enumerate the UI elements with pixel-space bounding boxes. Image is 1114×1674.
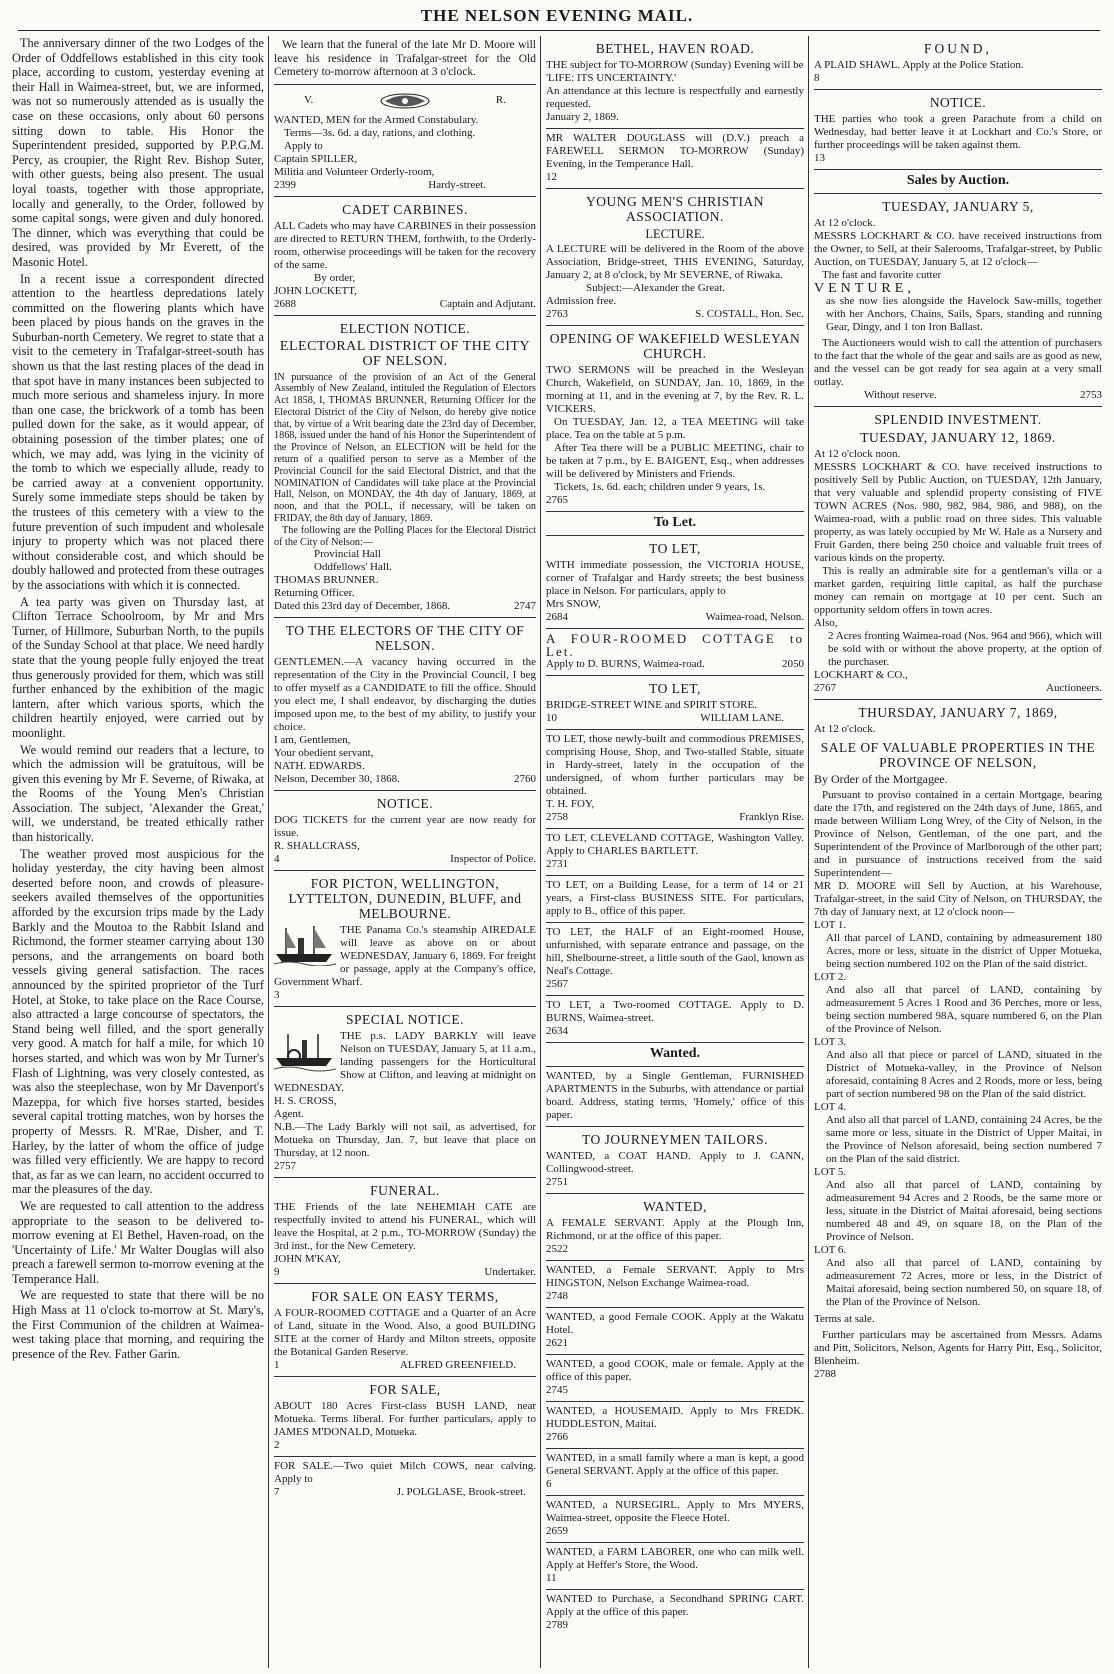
advert-number: 2745 [546,1384,568,1396]
advert-text: WANTED, by a Single Gentleman, FURNISHED APARTMENTS in the Suburbs, with attendance or partial board. Address, stating terms, 'Homely,' office of this paper. [546,1070,804,1121]
advert-heading: ELECTORAL DISTRICT OF THE CITY OF NELSON. [279,338,531,369]
advert-signature: Waimea-road, Nelson. [705,611,804,623]
advert-milch-cows [274,1457,536,1503]
advert-number: 2763 [546,308,568,320]
advert-text: A FOUR-ROOMED COTTAGE to Let. [546,631,804,659]
advert-heading: WANTED, [643,1199,707,1214]
advert-signature: T. H. FOY, [546,798,595,810]
advert-text: By Order of the Mortgagee. [814,772,948,786]
advert-dog-tickets [274,791,536,871]
advert-easy-terms [274,1284,536,1377]
advert-text: Terms—3s. 6d. a day, rations, and clothing. [284,126,476,139]
lot-text: And also all that piece or parcel of LAND, situated in the District of Motueka-valley, in the Province of Nelson aforesaid, containing 8 Acres and 2 Roods, more or less, being part of section numbered 98 on the Plan of the said district. [826,1049,1102,1100]
top-rule [18,30,1100,31]
advert-auction-venture [814,194,1102,407]
advert-text: Pursuant to proviso contained in a certain Mortgage, bearing date the 17th, and registered on the 24th days of June, 1865, and made between William Long Wrey, of the City of Nelson, in the Province of Nelson, Gentleman, of the one part, and the Superintendent of the Province of Marlborough of the other part; and in pursuance of instructions received from the said Superintendent— [814,789,1102,879]
advert-text: WANTED to Purchase, a Secondhand SPRING CART. Apply at the office of this paper. [546,1593,804,1618]
advert-signature: Inspector of Police. [450,853,536,866]
advert-number: 2789 [546,1619,568,1631]
advert-bethel [546,36,804,129]
advert-text: WANTED, a FARM LABORER, one who can milk well. Apply at Heffer's Store, the Wood. [546,1546,804,1571]
advert-text: IN pursuance of the provision of an Act of the General Assembly of New Zealand, intituled the Regulation of Electors Act 1858, I, THOMAS BRUNNER, Returning Officer for the Electoral District of the City of Nelson, do hereby give notice that, by virtue of a Writ bearing date the 23rd day of December, 1868, issued under the hand of his Honor the Superintendent of the Province of Nelson, an ELECTION will be held for the return of a qualified person to serve as a Member of the Provincial Council for the said Electoral District, and that the NOMINATION of Candidates will take place at the Provincial Hall, Nelson, on MONDAY, the 4th day of January, 1869, at noon, and that the POLL, if necessary, will be taken on FRIDAY, the 8th day of January, 1869. [274,371,536,525]
advert-number: 2731 [546,858,568,870]
advert-electors [274,618,536,791]
advert-text: On TUESDAY, Jan. 12, a TEA MEETING will take place. Tea on the table at 5 p.m. [546,416,804,441]
advert-heading: FOR SALE, [369,1382,441,1398]
advert-text: A FOUR-ROOMED COTTAGE and a Quarter of an Acre of Land, situate in the Wood. Also, a good BUILDING SITE at the corner of Hardy and Milton streets, opposite the Botanical Garden Reserve. [274,1307,536,1359]
advert-wanted [546,1355,804,1402]
news-paragraph: In a recent issue a correspondent directed attention to the heartless depredations lately committed on the flowering plants which have been placed by pious hands on the graves in the Suburban-north Cemetery. We regret to state that a visit to the cemetery in Trafalgar-street-south has shown us that the last resting places of the dead in that spot have in many instances been subjected to much more serious and shameless injury. In more than one case, the brickwork of a tomb has been pulled down for the sake, as it would appear, of obtaining posession of the timber plates; one of which, we may add, was lying in the vicinity of the tomb to which we especially allude, ready to be carried away at a convenient opportunity. Surely some immediate steps should be taken by the trustees of this cemetery with a view to the future prevention of such impudent and wholesale injury to property which was not placed there without considerable cost, and which should be doubly hallowed and protected from these outrages by the associations with which it is connected. [12,271,264,592]
advert-signature: Undertaker. [484,1266,536,1279]
advert-heading: SALE OF VALUABLE PROPERTIES IN THE PROVINCE OF NELSON, [820,740,1096,770]
advert-text: THE p.s. LADY BARKLY will leave Nelson on TUESDAY, January 5, at 11 a.m., landing passengers for the Horticultural Show at Clifton, and leaving at midnight on WEDNESDAY. [274,1030,536,1095]
advert-text: An attendance at this lecture is respectfully and earnestly requested. [546,85,804,110]
news-column [12,36,264,1668]
advert-text: Terms at sale. [814,1313,875,1325]
advert-heading: FOR SALE ON EASY TERMS, [311,1289,499,1305]
advert-ymca [546,189,804,326]
vr-left: V. [304,94,314,106]
section-heading-wanted: Wanted. [546,1043,804,1067]
advert-text: Without reserve. [864,389,937,401]
advert-heading: NOTICE. [929,95,987,110]
advert-number: 10 [546,712,557,724]
vr-right: R. [495,94,506,106]
masthead: THE NELSON EVENING MAIL. [420,6,694,25]
advert-premises [546,730,804,829]
steamship-icon [274,1030,336,1072]
advert-number: 2757 [274,1160,296,1173]
advert-date: Dated this 23rd day of December, 1868. [274,600,451,613]
advert-text: MESSRS LOCKHART & CO. have received instructions to positively Sell by Public Auction, on TUESDAY, 12th January, that very valuable and splendid property consisting of FIVE TOWN ACRES (Nos. 980, 982, 984, 986, and 988), on the Waimea-road, with a public road on three sides. This valuable property, as was lately occupied by Mr W. Hale as a Nursery and Fruit Garden, there being 250 choice and valuable fruit trees of various kinds on the property. [814,461,1102,564]
advert-heading: LECTURE. [645,227,705,241]
lot-text: And also all that parcel of LAND, containing by admeasurement 72 Acres, more or less, in the District of Maitai aforesaid, being section numbered 50, on square 18, of the Plan of the Province of Nelson. [826,1257,1102,1308]
advert-signature: Franklyn Rise. [739,811,804,823]
advert-heading: NOTICE. [376,796,434,812]
advert-text: Oddfellows' Hall. [314,561,392,574]
advert-text: MR D. MOORE will Sell by Auction, at his Warehouse, Trafalgar-street, in the said City of Nelson, on THURSDAY, the 7th day of January next, at 12 o'clock noon— [814,880,1102,918]
advert-text: TWO SERMONS will be preached in the Wesleyan Church, Wakefield, on SUNDAY, Jan. 10, 1869, in the morning at 11, and in the evening at 7, by the Rev. R. L. VICKERS. [546,364,804,415]
lot-label: LOT 6. [814,1244,847,1256]
advert-number: 2758 [546,811,568,823]
section-heading-auction: Sales by Auction. [814,170,1102,194]
advert-number: 2684 [546,611,568,623]
advert-number: 2766 [546,1431,568,1443]
lot-label: LOT 3. [814,1036,847,1048]
news-paragraph: The anniversary dinner of the two Lodges of the Order of Oddfellows established in this city took place, according to custom, yesterday evening at their Hall in Waimea-street, but, we are informed, was not so numerously attended as is usually the case on these occasions, only about 60 persons sitting down to table. His Honor the Superintendent presided, supported by P.P.G.M. Percy, as croupier, the Right Rev. Bishop Suter, with other guests, being also present. The usual loyal toasts, together with those appropriate, locally and generally, to the Order, followed by some capital songs, were given and duly honored. The dinner, which was everything that could be desired, was provided by Mr Everett, of the Masonic Hotel. [12,36,264,269]
royal-crest-icon [375,92,435,110]
advert-signature: JOHN M'KAY, [274,1253,341,1266]
advert-text: DOG TICKETS for the current year are now ready for issue. [274,814,536,840]
advert-signature: LOCKHART & CO., [814,669,908,681]
advert-number: 8 [814,72,820,84]
advert-text: N.B.—The Lady Barkly will not sail, as advertised, for Motueka on Thursday, Jan. 7, but leave that place on Thursday, at 12 noon. [274,1121,536,1160]
advert-heading: YOUNG MEN'S CHRISTIAN ASSOCIATION. [586,194,764,224]
advert-number: 2688 [274,297,296,310]
news-paragraph: We are requested to state that there will be no High Mass at 11 o'clock to-morrow at St. Mary's, the First Communion of the children at Waimea-west taking place that morning, and requiring the presence of the Rev. Father Garin. [12,1288,264,1361]
advert-column-3 [546,36,804,1668]
news-paragraph: The weather proved most auspicious for the holiday yesterday, the city having been almost deserted before noon, and crowds of pleasure-seekers availed themselves of the opportunities afforded by the excursion trips made by the Lady Barkly and the Moutoa to the Rabbit Island and Richmond, the former steamer carrying about 130 persons, and the arrangements on board both vessels giving general satisfaction. The races announced by the spirited proprietor of the Turf Hotel, at Stoke, to take place on the Race Course, also attracted a large concourse of spectators, the Stand being well filled, and the sport generally very good. A match for half a mile, for which 10 horses started, and which was won by Mr Turner's Flash of Lightning, was very closely contested, as was also the steeplechase, won by Mr Davenport's Mazeppa, for which five horses started, besides several capital trotting matches, won by horses the property of Messrs. R. M'Rae, Disher, and T. Harley, by the latter of whom the office of judge was filled very efficiently. We are happy to record that, as far as we can learn, no accident occurred to mar the pleasures of the day. [12,846,264,1197]
advert-number: 9 [274,1266,280,1279]
advert-text: Further particulars may be ascertained from Messrs. Adams and Pitt, Solicitors, Nelson, Agents for Harry Pitt, Esq., Solicitor, Blenheim. [814,1329,1102,1367]
news-paragraph: We would remind our readers that a lecture, to which the admission will be gratuitous, will be given this evening by Mr F. Severne, of Riwaka, at the Rooms of the Young Men's Christian Association. The subject, 'Alexander the Great,' will, we understand, be treated ethically rather than historically. [12,742,264,845]
news-paragraph: A tea party was given on Thursday last, at Clifton Terrace Schoolroom, by Mr and Mrs Turner, of Hillmore, Suburban North, to the pupils of the Sunday School at that place. We need hardly state that the young people fully enjoyed the treat thus generously provided for them, which was still further enhanced by the exhibition of the magic lantern, after which various sports, which the children heartily enjoyed, were carried out by moonlight. [12,594,264,740]
advert-column-2 [274,36,536,1668]
advert-wanted-apartments [546,1067,804,1127]
advert-text: This is really an admirable site for a gentleman's villa or a market garden, requiring little capital, as half the purchase money can remain on mortgage at 10 per cent. Such an opportunity seldom offers in town acres. [814,565,1102,616]
advert-number: 2567 [546,978,568,990]
advert-text: Apply to D. BURNS, Waimea-road. [546,658,705,670]
advert-text: A PLAID SHAWL. Apply at the Police Station. [814,59,1024,71]
advert-text: THE subject for TO-MORROW (Sunday) Evening will be [546,59,804,71]
advert-wine-store [546,676,804,730]
advert-female-servant [546,1194,804,1261]
advert-heading: TO LET, [649,681,701,696]
advert-number: 2621 [546,1337,568,1349]
advert-text: I am, Gentlemen, [274,734,351,747]
advert-heading: BETHEL, HAVEN ROAD. [595,41,755,56]
advert-number: 4 [274,853,280,866]
advert-heading: CADET CARBINES. [342,201,468,217]
advert-victoria-house [546,536,804,629]
advert-number: 1 [274,1359,280,1372]
advert-signature: Returning Officer. [274,587,355,600]
advert-number: 2522 [546,1243,568,1255]
advert-wanted [546,1449,804,1496]
advert-text: TO LET, CLEVELAND COTTAGE, Washington Valley. Apply to CHARLES BARTLETT. [546,832,804,857]
advert-wanted [546,1543,804,1590]
advert-signature: Agent. [274,1108,304,1121]
advert-signature: Mrs SNOW, [546,598,601,610]
advert-text: as she now lies alongside the Havelock Saw-mills, together with her Anchors, Chains, Sails, Spars, standing and running Gear, Dingy, and 1 ton Iron Ballast. [826,295,1102,333]
advert-signature: S. COSTALL, Hon. Sec. [695,308,804,320]
advert-text: Your obedient servant, [274,747,374,760]
advert-picton-steamer [274,871,536,1007]
advert-number: 2760 [514,773,536,786]
lot-label: LOT 1. [814,919,847,931]
advert-text: THE Panama Co.'s steamship AIREDALE will leave as above on or about WEDNESDAY, January 6, 1869. For freight or passage, apply at the Company's office, Government Wharf. [274,924,536,989]
advert-text: WANTED, a good Female COOK. Apply at the Wakatu Hotel. [546,1311,804,1336]
advert-text: WANTED, a COAT HAND. Apply to J. CANN, Collingwood-street. [546,1150,804,1175]
advert-text: ALL Cadets who may have CARBINES in their possession are directed to RETURN THEM, forthwith, to the Orderly-room, otherwise proceedings will be taken for the recovery of the same. [274,219,536,271]
advert-heading: TO JOURNEYMEN TAILORS. [581,1132,769,1147]
lot-text: And also all that parcel of LAND, containing 24 Acres, be the same more or less, situate in the District of Upper Maitai, in the Province of Nelson aforesaid, being section numbered 7 on the Plan of the said district. [826,1114,1102,1165]
advert-number: 12 [546,171,557,183]
advert-text: A LECTURE will be delivered in the Room of the above Association, Bridge-street, THIS EVENING, Saturday, January 2, at 8 o'clock, by Mr SEVERNE, of Riwaka. [546,243,804,281]
advert-text: MR WALTER DOUGLASS will (D.V.) preach a FAREWELL SERMON TO-MORROW (Sunday) Evening, in the Temperance Hall. [546,132,804,170]
lot-label: LOT 5. [814,1166,847,1178]
advert-heading: TUESDAY, JANUARY 12, 1869. [860,430,1056,445]
column-divider [268,36,269,1668]
advert-text: MESSRS LOCKHART & CO. have received instructions from the Owner, to Sell, at their Salerooms, Trafalgar-street, by Public Auction, on TUESDAY, January 5, at 12 o'clock— [814,230,1102,268]
advert-mortgagee-sale [814,700,1102,1385]
advert-number: 3 [274,989,280,1002]
advert-cadet-carbines [274,197,536,316]
advert-signature: JOHN LOCKETT, [274,284,357,297]
advert-text: THE parties who took a green Parachute from a child on Wednesday, had better leave it at Lockhart and Co.'s Store, or further proceedings will be taken against them. [814,113,1102,151]
advert-signature: THOMAS BRUNNER. [274,574,379,587]
advert-heading: ELECTION NOTICE. [339,320,471,336]
advert-two-roomed-cottage [546,996,804,1043]
steamship-icon [274,924,336,966]
advert-number: 7 [274,1486,280,1499]
lot-text: All that parcel of LAND, containing by admeasurement 180 Acres, more or less, situate in the district of Upper Motueka, being section numbered 102 on the Plan of the said district. [826,932,1102,970]
advert-moore-funeral [274,36,536,85]
advert-text: Subject:—Alexander the Great. [586,282,725,294]
section-heading-to-let: To Let. [546,512,804,536]
advert-splendid-investment [814,407,1102,700]
advert-text: The following are the Polling Places for the Electoral District of the City of Nelson:— [274,524,536,548]
advert-wanted [546,1308,804,1355]
lot-text: And also all that parcel of LAND, containing by admeasurement 94 Acres and 2 Roods, be the same more or less, situate in the District of Maitai aforesaid, being sections numbered 48 and 49, on square 18, on the Plan of the Province of Nelson. [826,1179,1102,1243]
advert-number: 2747 [514,600,536,613]
advert-text: After Tea there will be a PUBLIC MEETING, chair to be taken at 7 p.m., by E. BAIGENT, Esq., when addresses will be delivered by Ministers and Friends. [546,442,804,480]
advert-number: 2050 [782,658,804,670]
advert-wanted [546,1261,804,1308]
advert-number: 2751 [546,1176,568,1188]
advert-signature: Militia and Volunteer Orderly-room, [274,165,435,178]
advert-text: WANTED, MEN for the Armed Constabulary. [274,113,479,126]
advert-constabulary [274,85,536,197]
advert-text: 'LIFE: ITS UNCERTAINTY.' [546,72,677,84]
advert-signature: H. S. CROSS, [274,1095,337,1108]
advert-text: TO LET, on a Building Lease, for a term of 14 or 21 years, a First-class BUSINESS SITE. For particulars, apply to B., office of this paper. [546,879,804,917]
advert-building-lease [546,876,804,923]
advert-heading: SPECIAL NOTICE. [346,1012,464,1028]
advert-text: We learn that the funeral of the late Mr D. Moore will leave his residence in Trafalgar-street for the Old Cemetery to-morrow afternoon at 3 o'clock. [274,39,536,78]
advert-funeral-cate [274,1178,536,1284]
advert-heading: VENTURE, [814,281,915,296]
advert-date: January 2, 1869. [546,111,619,123]
advert-text: By order, [314,271,356,284]
lot-list [814,919,1102,1309]
advert-text: At 12 o'clock noon. [814,448,901,460]
lot-text: And also all that parcel of LAND, containing by admeasurement 5 Acres 1 Rood and 36 Perches, more or less, being section numbered 98A, square numbered 6, on the Plan of the Province of Nelson. [826,984,1102,1035]
advert-lady-barkly [274,1007,536,1178]
advert-signature: J. POLGLASE, Brook-street. [396,1486,526,1499]
advert-number: 6 [546,1478,552,1490]
advert-signature: R. SHALLCRASS, [274,840,360,853]
advert-douglass [546,129,804,189]
advert-four-roomed-cottage [546,629,804,676]
advert-number: 2765 [546,494,568,506]
advert-text: Admission free. [546,295,617,307]
advert-signature: Hardy-street. [428,178,486,191]
advert-heading: TO LET, [649,541,701,556]
advert-signature: WILLIAM LANE. [700,712,784,724]
advert-number: 2788 [814,1368,836,1380]
lot-label: LOT 4. [814,1101,847,1113]
advert-heading: THURSDAY, JANUARY 7, 1869, [858,705,1058,720]
advert-text: Tickets, 1s. 6d. each; children under 9 years, 1s. [554,481,766,493]
advert-wanted [546,1496,804,1543]
advert-number: 2748 [546,1290,568,1302]
advert-text: GENTLEMEN.—A vacancy having occurred in the representation of the City in the Provincial Council, I beg to offer myself as a CANDIDATE to fill the office. Should you elect me, I shall endeavor, by discharging the duties imposed upon me, to the best of my ability, to justify your choice. [274,656,536,734]
advert-number: 11 [546,1572,557,1584]
advert-text: TO LET, the HALF of an Eight-roomed House, unfurnished, with separate entrance and passage, on the hill, Shelbourne-street, a little south of the Gaol, known as Neal's Cottage. [546,926,804,977]
advert-number: 2659 [546,1525,568,1537]
news-paragraph: We are requested to call attention to the address appropriate to the season to be delivered to-morrow evening at El Bethel, Haven-road, on the 'Uncertainty of Life.' Mr Walter Douglas will also preach a farewell sermon to-morrow evening at the Temperance Hall. [12,1198,264,1286]
advert-text: THE Friends of the late NEHEMIAH CATE are respectfully invited to attend his FUNERAL, which will leave the Hospital, at 2 p.m., TO-MORROW (Sunday) the 3rd inst., for the New Cemetery. [274,1201,536,1253]
advert-election-notice [274,316,536,619]
column-divider [808,36,809,1668]
advert-text: Also, [814,617,838,629]
advert-text: WITH immediate possession, the VICTORIA HOUSE, corner of Trafalgar and Hardy streets; the best business place in Nelson. For particulars, apply to [546,559,804,597]
advert-text: WANTED, a good COOK, male or female. Apply at the office of this paper. [546,1358,804,1383]
advert-text: The fast and favorite cutter [822,269,942,281]
advert-signature: Captain SPILLER, [274,152,358,165]
advert-text: At 12 o'clock. [814,723,876,735]
advert-text: WANTED, in a small family where a man is kept, a good General SERVANT. Apply at the office of this paper. [546,1452,804,1477]
advert-parachute-notice [814,90,1102,170]
advert-heading: OPENING OF WAKEFIELD WESLEYAN CHURCH. [549,331,801,361]
advert-text: Provincial Hall [314,548,381,561]
advert-text: BRIDGE-STREET WINE and SPIRIT STORE. [546,699,757,711]
advert-heading: FOR PICTON, WELLINGTON, LYTTELTON, DUNEDIN, BLUFF, and MELBOURNE. [288,876,522,922]
advert-number: 13 [814,152,825,164]
advert-number: 2767 [814,682,836,694]
advert-tailors [546,1127,804,1194]
advert-wanted [546,1402,804,1449]
advert-text: At 12 o'clock. [814,217,876,229]
advert-text: WANTED, a NURSEGIRL. Apply to Mrs MYERS, Waimea-street, opposite the Fleece Hotel. [546,1499,804,1524]
advert-text: Apply to [284,139,323,152]
advert-number: 2 [274,1439,280,1452]
advert-date: Nelson, December 30, 1868. [274,773,400,786]
advert-wanted [546,1590,804,1636]
advert-text: TO LET, those newly-built and commodious PREMISES, comprising House, Shop, and Two-stalled Stable, situate in Hardy-street, lately in the occupation of the undersigned, of whom further particulars may be obtained. [546,733,804,797]
advert-number: 2634 [546,1025,568,1037]
advert-heading: FUNERAL. [370,1183,440,1199]
advert-text: WANTED, a HOUSEMAID. Apply to Mrs FREDK. HUDDLESTON, Maitai. [546,1405,804,1430]
advert-text: TO LET, a Two-roomed COTTAGE. Apply to D. BURNS, Waimea-street. [546,999,804,1024]
advert-number: 2399 [274,178,296,191]
advert-heading: TO THE ELECTORS OF THE CITY OF NELSON. [285,623,525,654]
advert-text: FOR SALE.—Two quiet Milch COWS, near calving. Apply to [274,1460,536,1486]
advert-heading: SPLENDID INVESTMENT. [874,412,1042,427]
advert-number: 2753 [1080,389,1102,401]
advert-column-4 [814,36,1102,1668]
advert-cleveland-cottage [546,829,804,876]
lot-label: LOT 2. [814,971,847,983]
advert-text: WANTED, a Female SERVANT. Apply to Mrs HINGSTON, Nelson Exchange Waimea-road. [546,1264,804,1289]
advert-signature: Auctioneers. [1046,682,1102,694]
advert-heading: FOUND, [924,41,992,56]
advert-bush-land [274,1377,536,1457]
advert-text: ABOUT 180 Acres First-class BUSH LAND, near Motueka. Terms liberal. For further particulars, apply to JAMES M'DONALD, Motueka. [274,1400,536,1439]
advert-text: The Auctioneers would wish to call the attention of purchasers to the fact that the whole of the gear and sails are as good as new, and the vessel can be got ready for sea again at a very small outlay. [814,337,1102,388]
advert-found [814,36,1102,90]
advert-signature: Captain and Adjutant. [439,297,536,310]
advert-eight-roomed-house [546,923,804,996]
advert-signature: NATH. EDWARDS. [274,760,365,773]
advert-signature: ALFRED GREENFIELD. [399,1359,516,1372]
column-divider [540,36,541,1668]
advert-heading: TUESDAY, JANUARY 5, [882,199,1034,214]
advert-text: A FEMALE SERVANT. Apply at the Plough Inn, Richmond, or at the office of this paper. [546,1217,804,1242]
advert-text: 2 Acres fronting Waimea-road (Nos. 964 and 966), which will be sold with or without the above property, at the option of the purchaser. [828,630,1102,668]
advert-wakefield-church [546,326,804,512]
